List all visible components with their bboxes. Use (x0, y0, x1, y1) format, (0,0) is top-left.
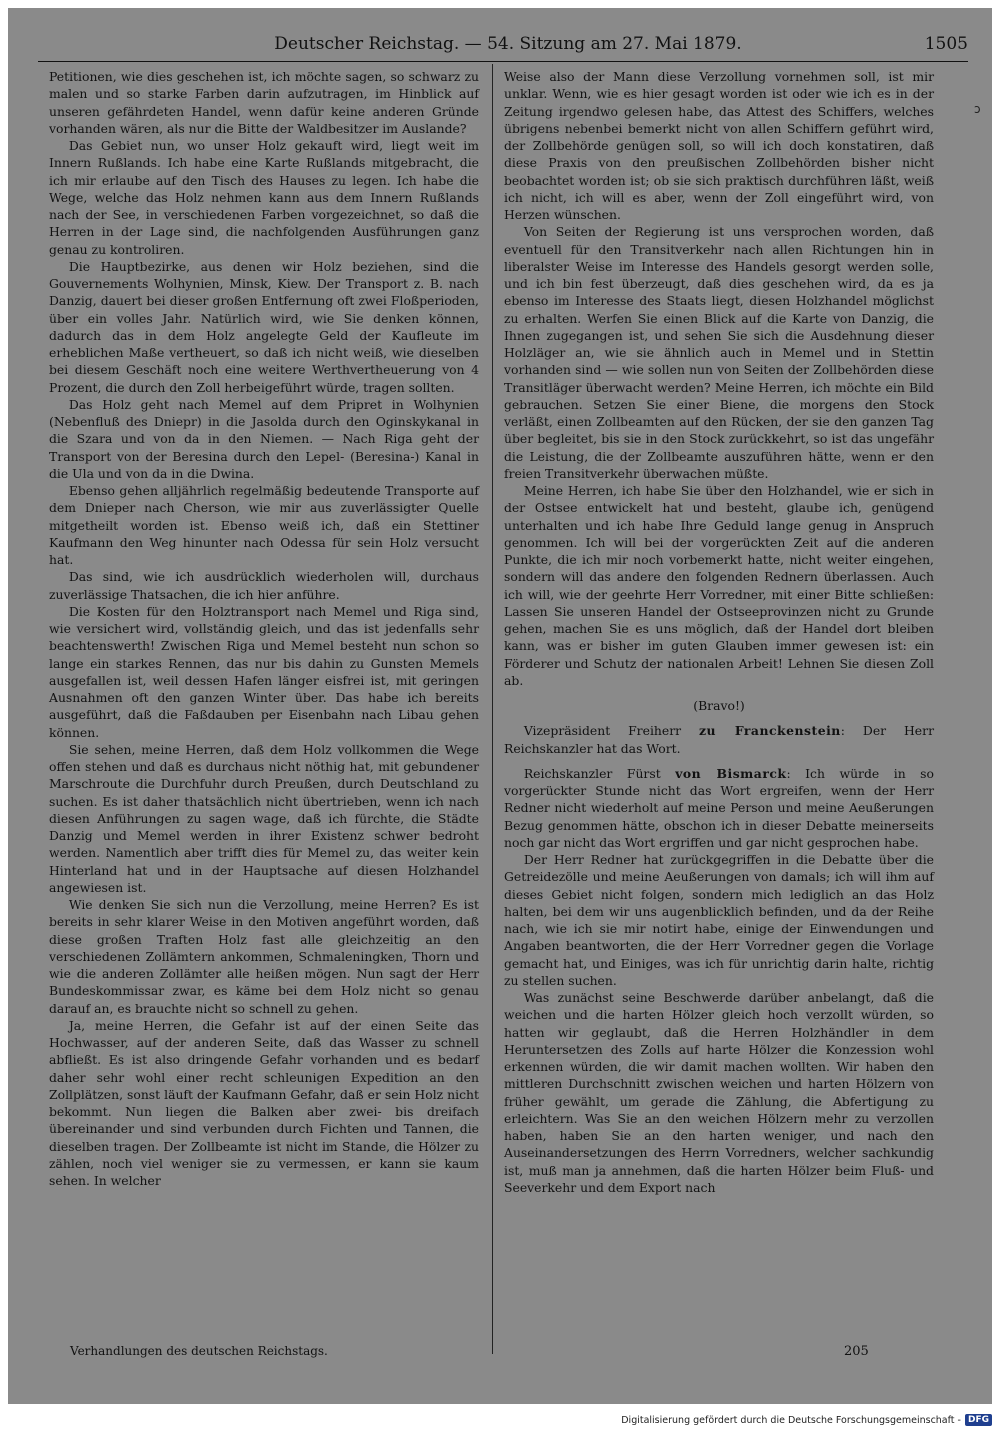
paragraph: Was zunächst seine Beschwerde darüber anbelangt, daß die weichen und die harten Hölzer gleich hoch verzollt würden, so hatten wir geglaubt, daß die Herren Holzhändler in dem Heruntersetzen des Zolls auf harte Hölzer die Konzession wohl erkennen würden, die wir damit machen wollten. Wir haben den mittleren Durchschnitt zwischen weichen und harten Hölzern von früher gewählt, um gerade die Zählung, die Abfertigung zu erleichtern. Was Sie an den weichen Hölzern mehr zu verzollen haben, haben Sie an den harten weniger, und nach den Auseinandersetzungen des Herrn Vorredners, welcher sachkundig ist, muß man ja annehmen, daß die harten Hölzer beim Fluß- und Seeverkehr und dem Export nach (504, 990, 934, 1195)
sheet-number: 205 (844, 1344, 869, 1359)
page-number: 1505 (924, 34, 968, 54)
paragraph: Von Seiten der Regierung ist uns versprochen worden, daß eventuell für den Transitverkehr nach allen Richtungen hin in liberalster Weise im Interesse des Handels gesorgt werden solle, und ich bin fest überzeugt, daß dies geschehen wird, da es ja ebenso im Interesse des Staats liegt, diesen Holzhandel möglichst zu erhalten. Werfen Sie einen Blick auf die Karte von Danzig, die Ihnen zugegangen ist, und sehen Sie sich die Ausdehnung dieser Holzläger an, wie sie ähnlich auch in Memel und in Stettin vorhanden sind — wie sollen nun von Seiten der Zollbehörden diese Transitläger überwacht werden? Meine Herren, ich möchte ein Bild gebrauchen. Setzen Sie einer Biene, die morgens den Stock verläßt, einen Zollbeamten auf den Rücken, der sie den ganzen Tag über begleitet, bis sie in den Stock zurückkehrt, so ist das ungefähr die Leistung, die der Zollbeamte auszuführen hätte, wenn er den freien Transitverkehr überwachen müßte. (504, 224, 934, 481)
paragraph: Das sind, wie ich ausdrücklich wiederholen will, durchaus zuverlässige Thatsachen, die ich hier anführe. (49, 569, 479, 602)
paragraph: Das Holz geht nach Memel auf dem Pripret in Wolhynien (Nebenfluß des Dniepr) in die Jasolda durch den Oginskykanal in die Szara und von da in den Niemen. — Nach Riga geht der Transport von der Beresina durch den Lepel- (Beresina-) Kanal in die Ula und von da in die Dwina. (49, 396, 479, 481)
speaker-paragraph (504, 765, 934, 851)
scanned-page (8, 8, 992, 1404)
paragraph: Ja, meine Herren, die Gefahr ist auf der einen Seite das Hochwasser, auf der anderen Seite, daß das Wasser zu schnell abfließt. Es ist also dringende Gefahr vorhanden und es bedarf daher sehr wohl einer recht schleunigen Expedition an den Zollplätzen, sonst läuft der Kaufmann Gefahr, daß er sein Holz nicht bekommt. Nun liegen die Balken aber zwei- bis dreifach übereinander und sind verbunden durch Fichten und Tannen, die dieselben tragen. Der Zollbeamte ist nicht im Stande, die Hölzer zu zählen, noch viel weniger sie zu vermessen, er kann sie kaum sehen. In welcher (49, 1017, 479, 1188)
paragraph: Die Kosten für den Holztransport nach Memel und Riga sind, wie versichert wird, vollständig gleich, und das ist jedenfalls sehr beachtenswerth! Zwischen Riga und Memel besteht nun schon so lange ein starkes Rennen, das nur bis dahin zu Gunsten Memels ausgefallen ist, weil dessen Hafen länger eisfrei ist, mit geringen Ausnahmen oft den ganzen Winter über. Das habe ich bereits ausgeführt, daß die Faßdauben per Eisenbahn nach Libau gehen können. (49, 603, 479, 740)
paragraph: Petitionen, wie dies geschehen ist, ich möchte sagen, so schwarz zu malen und so starke Farben darin aufzutragen, im Hinblick auf unseren gefährdeten Handel, wenn dafür keine anderen Gründe vorhanden wären, als nur die Bitte der Waldbesitzer im Auslande? (49, 69, 479, 136)
paragraph: Der Herr Redner hat zurückgegriffen in die Debatte über die Getreidezölle und meine Aeußerungen von damals; ich will ihm auf dieses Gebiet nicht folgen, sondern mich lediglich an das Holz halten, bei dem wir uns augenblicklich befinden, und da der Reihe nach, wie ich sie mir notirt habe, einige der Einwendungen und Angaben beantworten, die der Herr Vorredner gegen die Vorlage gemacht hat, und Einiges, was ich für unrichtig darin halte, richtig zu stellen suchen. (504, 852, 934, 988)
credit-text: Digitalisierung gefördert durch die Deutsche Forschungsgemeinschaft - (621, 1414, 961, 1426)
paragraph: Weise also der Mann diese Verzollung vornehmen soll, ist mir unklar. Wenn, wie es hier gesagt worden ist oder wie ich es in der Zeitung irgendwo gelesen habe, das Attest des Schiffers, welches übrigens nebenbei bemerkt nicht von allen Schiffern geführt wird, der Zollbehörde genügen soll, so will ich doch konstatiren, daß diese Praxis von den preußischen Zollbehörden bisher nicht beobachtet worden ist; ob sie sich praktisch durchführen läßt, weiß ich nicht, ich will es aber, wenn der Zoll eingeführt wird, von Herzen wünschen. (504, 69, 934, 222)
speaker-name: von Bismarck (675, 765, 787, 781)
paragraph: Das Gebiet nun, wo unser Holz gekauft wird, liegt weit im Innern Rußlands. Ich habe eine Karte Rußlands mitgebracht, die ich mir erlaube auf den Tisch des Hauses zu legen. Ich habe die Wege, welche das Holz nehmen kann aus dem Innern Rußlands nach der See, in verschiedenen Farben vorgezeichnet, so daß die Herren in der Lage sind, die nachfolgenden Ausführungen ganz genau zu kontroliren. (49, 138, 479, 257)
page-header-title: Deutscher Reichstag. — 54. Sitzung am 27. Mai 1879. (274, 34, 742, 54)
margin-mark: ↄ (974, 102, 981, 116)
speaker-name: zu Franckenstein (698, 723, 841, 739)
column-divider (492, 64, 493, 1354)
paragraph: Die Hauptbezirke, aus denen wir Holz beziehen, sind die Gouvernements Wolhynien, Minsk, Kiew. Der Transport z. B. nach Danzig, dauert bei dieser großen Entfernung oft zwei Floßperioden, über ein volles Jahr. Natürlich wird, wie Sie denken können, dadurch das in dem Holz angelegte Geld der Kaufleute im erheblichen Maße vertheuert, so daß ich nicht weiß, wie dieselben bei diesem Geschäft noch eine weitere Werthvertheuerung von 4 Prozent, die durch den Zoll herbeigeführt würde, tragen sollten. (49, 258, 479, 395)
speech-text: : Ich würde in so vorgerückter Stunde nicht das Wort ergreifen, wenn der Herr Redner nicht wiederholt auf meine Person und meine Aeußerungen Bezug genommen hätte, obschon ich in dieser Debatte meinerseits noch gar nicht das Wort ergriffen und gar nicht gesprochen habe. (504, 765, 934, 850)
paragraph: Ebenso gehen alljährlich regelmäßig bedeutende Transporte auf dem Dnieper nach Cherson, wie mir aus zuverlässigter Quelle mitgetheilt worden ist. Ebenso weiß ich, daß ein Stettiner Kaufmann den Weg hinunter nach Odessa für sein Holz versucht hat. (49, 483, 479, 567)
header-rule (38, 61, 968, 62)
speaker-title: Reichskanzler Fürst (523, 765, 676, 781)
speaker-paragraph (504, 722, 934, 757)
dfg-logo: DFG (965, 1414, 992, 1426)
left-column (49, 68, 479, 1189)
paragraph: Wie denken Sie sich nun die Verzollung, meine Herren? Es ist bereits in sehr klarer Weise in den Motiven angeführt worden, daß diese großen Traften Holz fast alle gleichzeitig an den verschiedenen Zollämtern ankommen, Schmaleningken, Thorn und wie die anderen Zollämter alle heißen mögen. Nun sagt der Herr Bundeskommissar zwar, es käme bei dem Holz nicht so genau darauf an, es brauchte nicht so schnell zu gehen. (49, 897, 479, 1016)
paragraph: Meine Herren, ich habe Sie über den Holzhandel, wie er sich in der Ostsee entwickelt hat und besteht, glaube ich, genügend unterhalten und ich habe Ihre Geduld lange genug in Anspruch genommen. Ich will bei der vorgerückten Zeit auf die anderen Punkte, die ich mir noch vorbemerkt hatte, nicht weiter eingehen, sondern will das andere den folgenden Rednern überlassen. Auch ich will, wie der geehrte Herr Vorredner, mit einer Bitte schließen: Lassen Sie unseren Handel der Ostseeprovinzen nicht zu Grunde gehen, machen Sie es uns möglich, daß der Handel dort bleiben kann, was er bisher im guten Glauben immer gewesen ist: ein Förderer und Schutz der nationalen Arbeit! Lehnen Sie diesen Zoll ab. (504, 483, 934, 688)
speaker-title: Vizepräsident Freiherr (523, 723, 699, 739)
speech-text: : Der Herr Reichskanzler hat das Wort. (504, 723, 934, 756)
footer-signature: Verhandlungen des deutschen Reichstags. (70, 1344, 328, 1358)
right-column (504, 68, 934, 1196)
paragraph: Sie sehen, meine Herren, daß dem Holz vollkommen die Wege offen stehen und daß es durchaus nicht nöthig hat, mit gebundener Marschroute die Durchfuhr durch Preußen, durch Deutschland zu suchen. Es ist daher thatsächlich nicht übertrieben, wenn ich nach diesen Anführungen zu sagen wage, daß ich fürchte, die Städte Danzig und Memel werden in ihrer Existenz schwer bedroht werden. Namentlich aber trifft dies für Memel zu, das weiter kein Hinterland hat und in der Hauptsache auf diesen Holzhandel angewiesen ist. (49, 741, 479, 895)
digitization-credit (621, 1412, 992, 1428)
page-header (38, 28, 968, 62)
applause-note: (Bravo!) (693, 698, 745, 713)
